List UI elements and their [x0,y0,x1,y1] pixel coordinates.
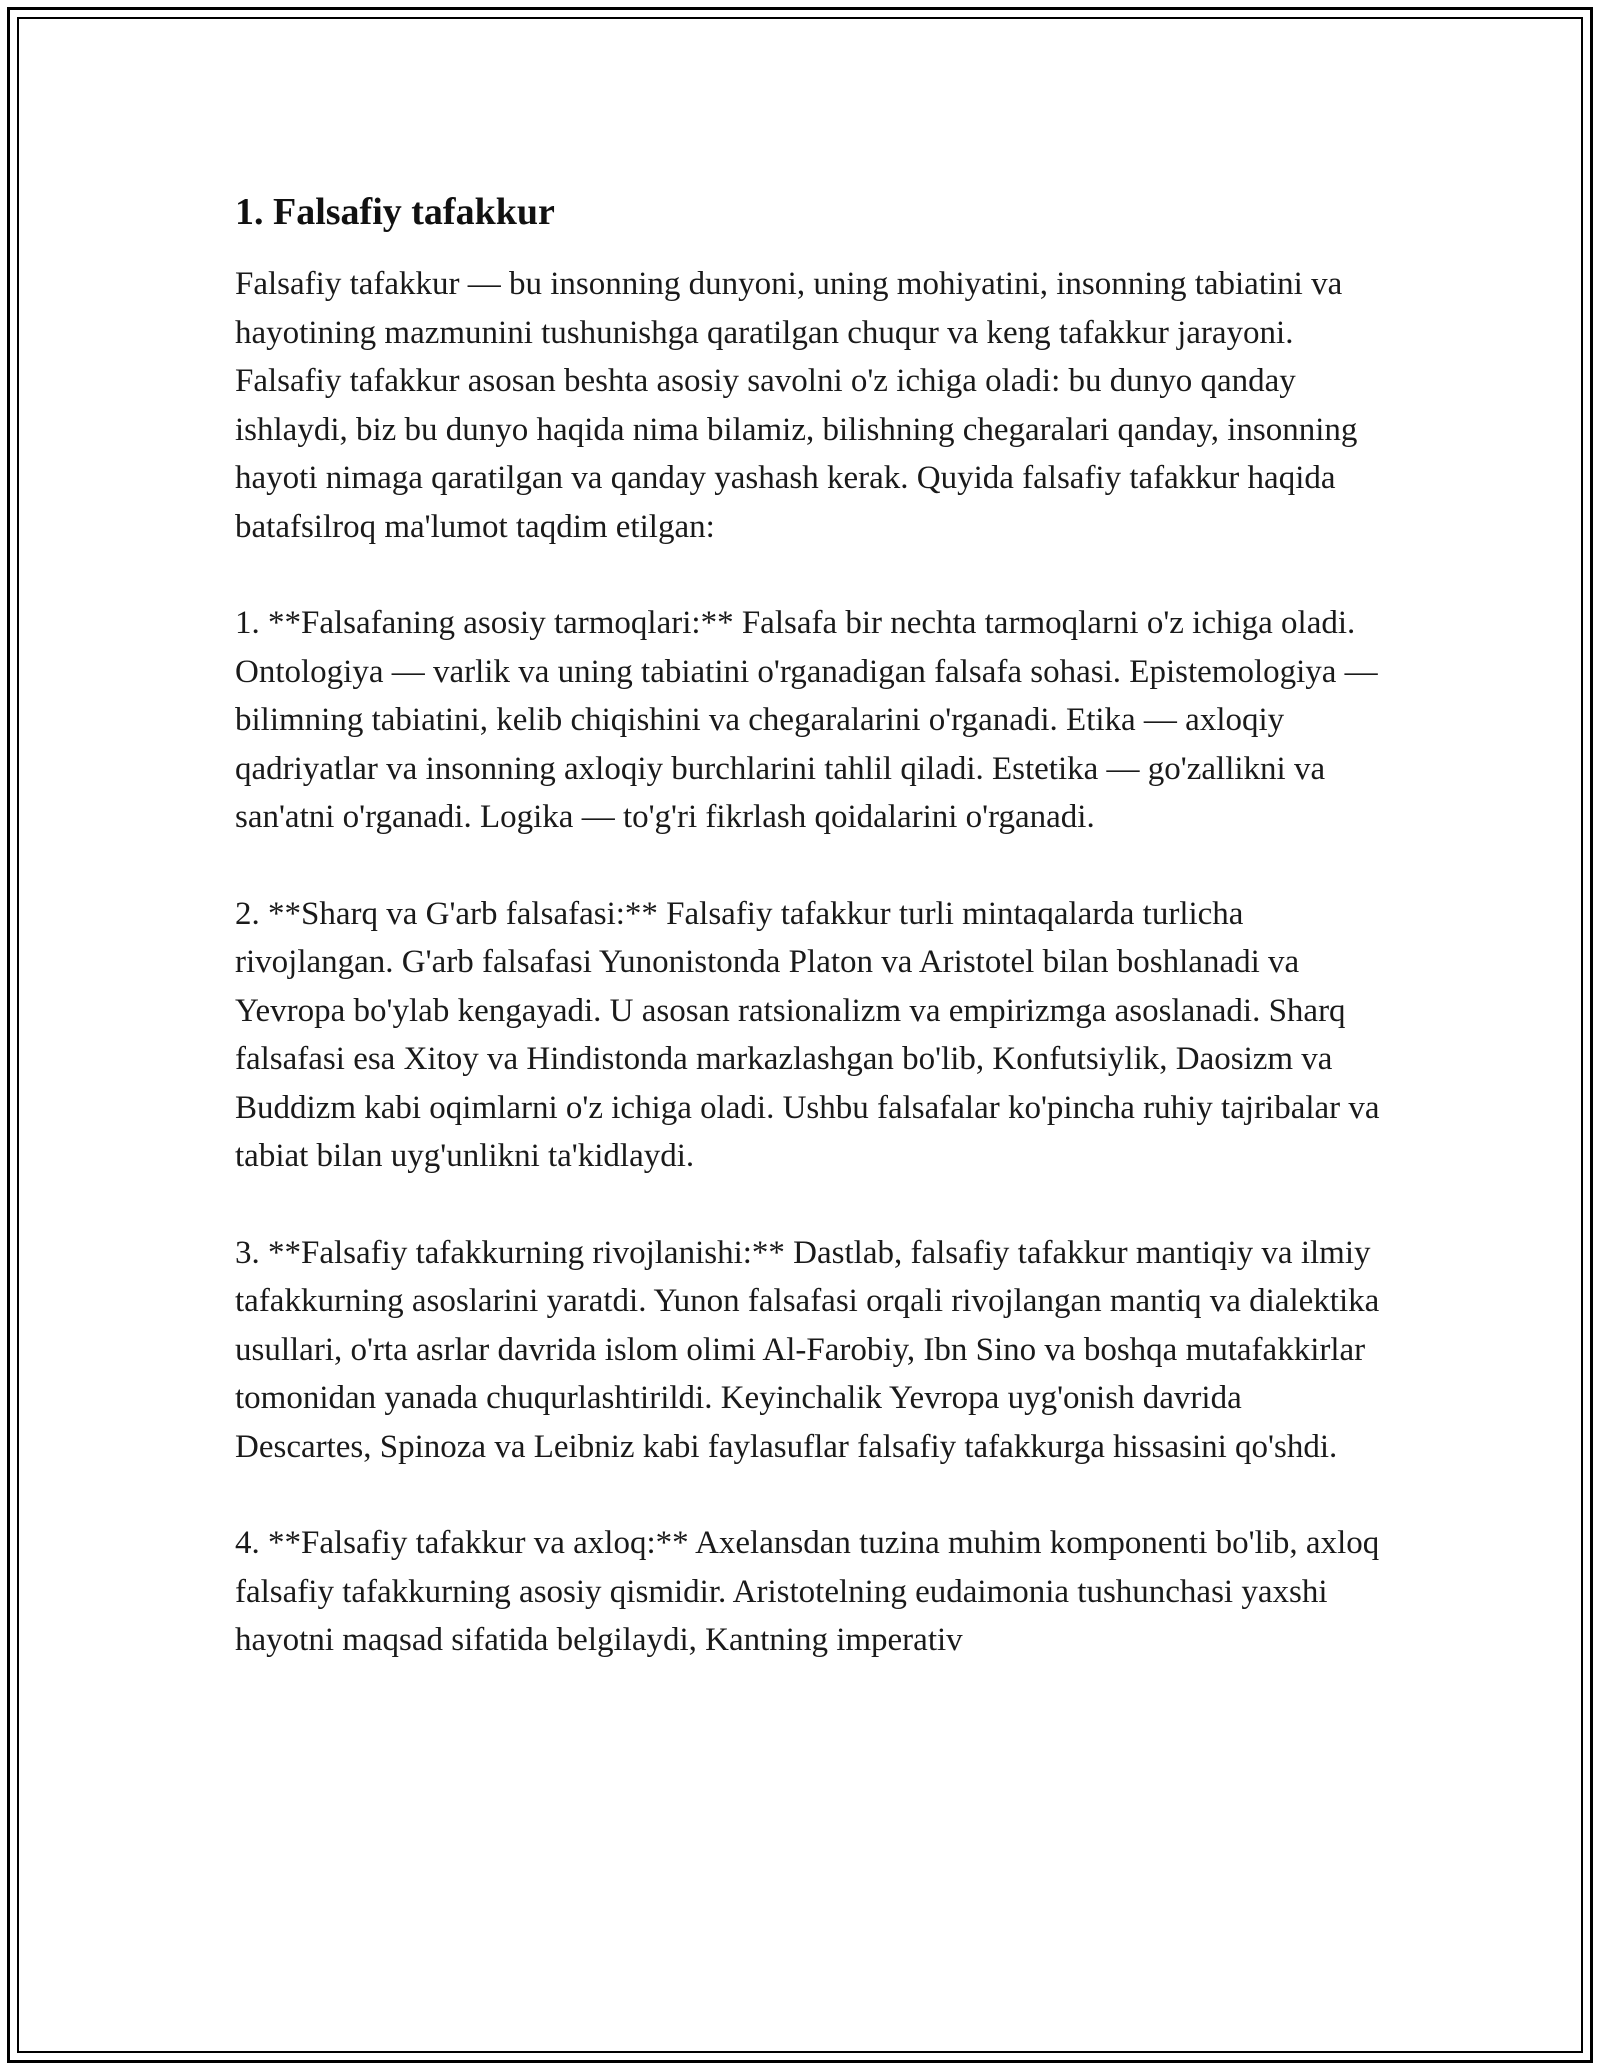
section-heading: 1. Falsafiy tafakkur [235,191,555,233]
intro-paragraph: Falsafiy tafakkur — bu insonning dunyoni, uning mohiyatini, insonning tabiatini va hayotining mazmunini tushunishga qaratilgan chuqur va keng tafakkur jarayoni. Falsafiy tafakkur asosan beshta asosiy savolni o'z ichiga oladi: bu dunyo qanday ishlaydi, biz bu dunyo haqida nima bilamiz, bilishning chegaralari qanday, insonning hayoti nimaga qaratilgan va qanday yashash kerak. Quyida falsafiy tafakkur haqida batafsilroq ma'lumot taqdim etilgan: [235,266,1358,545]
document-body [235,186,1385,1713]
paragraph-branches: 1. **Falsafaning asosiy tarmoqlari:** Falsafa bir nechta tarmoqlarni o'z ichiga oladi. Ontologiya — varlik va uning tabiatini o'rganadigan falsafa sohasi. Epistemologiya — bilimning tabiatini, kelib chiqishini va chegaralarini o'rganadi. Etika — axloqiy qadriyatlar va insonning axloqiy burchlarini tahlil qiladi. Estetika — go'zallikni va san'atni o'rganadi. Logika — to'g'ri fikrlash qoidalarini o'rganadi. [235,605,1378,835]
paragraph-east-west: 2. **Sharq va G'arb falsafasi:** Falsafiy tafakkur turli mintaqalarda turlicha rivojlangan. G'arb falsafasi Yunonistonda Platon va Aristotel bilan boshlanadi va Yevropa bo'ylab kengayadi. U asosan ratsionalizm va empirizmga asoslanadi. Sharq falsafasi esa Xitoy va Hindistonda markazlashgan bo'lib, Konfutsiylik, Daosizm va Buddizm kabi oqimlarni o'z ichiga oladi. Ushbu falsafalar ko'pincha ruhiy tajribalar va tabiat bilan uyg'unlikni ta'kidlaydi. [235,895,1380,1174]
paragraph-development: 3. **Falsafiy tafakkurning rivojlanishi:** Dastlab, falsafiy tafakkur mantiqiy va ilmiy tafakkurning asoslarini yaratdi. Yunon falsafasi orqali rivojlangan mantiq va dialektika usullari, o'rta asrlar davrida islom olimi Al-Farobiy, Ibn Sino va boshqa mutafakkirlar tomonidan yanada chuqurlashtirildi. Keyinchalik Yevropa uyg'onish davrida Descartes, Spinoza va Leibniz kabi faylasuflar falsafiy tafakkurga hissasini qo'shdi. [235,1234,1380,1465]
paragraph-ethics: 4. **Falsafiy tafakkur va axloq:** Axelansdan tuzina muhim komponenti bo'lib, axloq falsafiy tafakkurning asosiy qismidir. Aristotelning eudaimonia tushunchasi yaxshi hayotni maqsad sifatida belgilaydi, Kantning imperativ [235,1525,1380,1658]
